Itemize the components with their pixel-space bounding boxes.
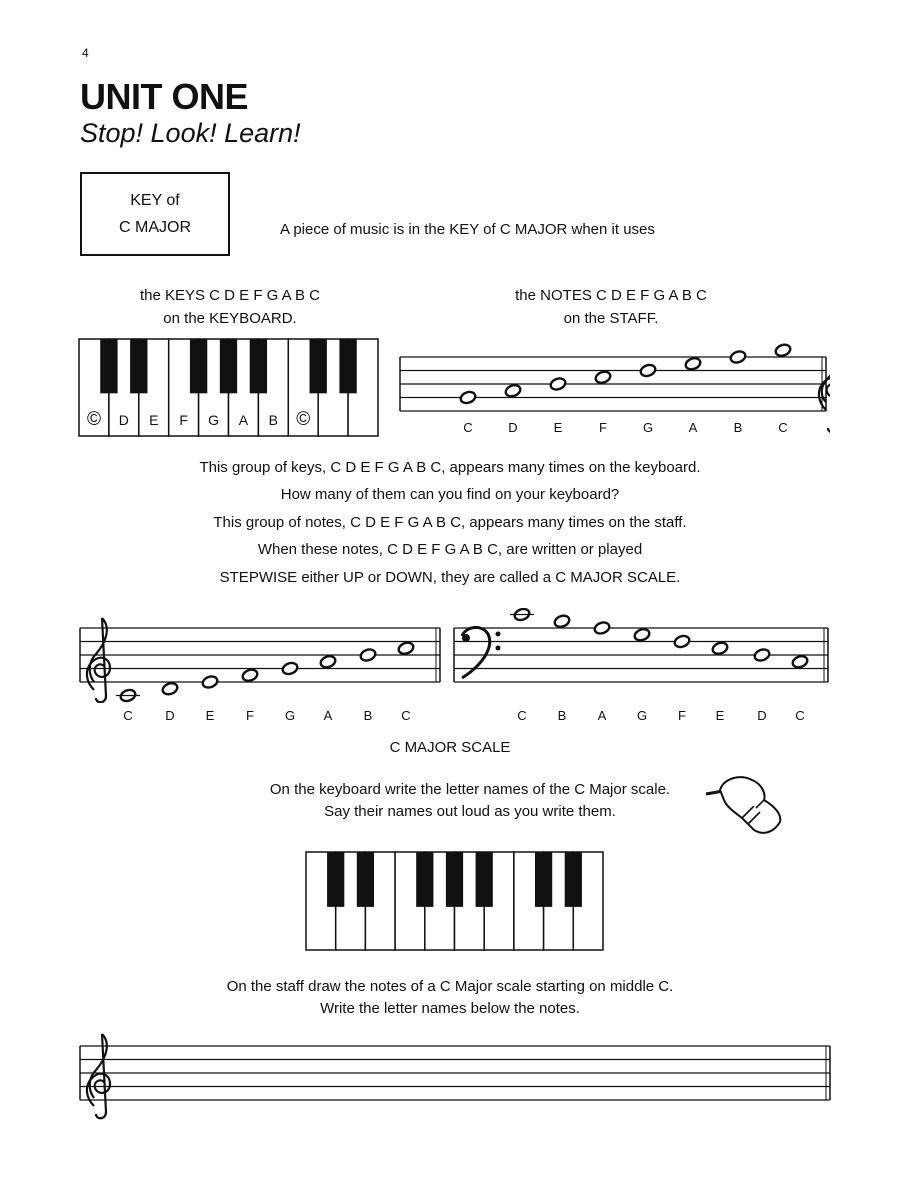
whole-note	[791, 654, 809, 669]
page-number: 4	[82, 46, 89, 60]
note-letter-label: C	[517, 708, 527, 723]
staff-instruction-line1: On the staff draw the notes of a C Major scale starting on middle C.	[226, 978, 674, 995]
black-key[interactable]	[535, 852, 552, 907]
black-key[interactable]	[250, 339, 267, 393]
keyboard-heading-line2: on the KEYBOARD.	[163, 310, 297, 327]
whole-note	[504, 383, 522, 398]
note-letter-label: G	[284, 708, 296, 723]
paragraph-line-2: How many of them can you find on your keyboard?	[280, 486, 620, 503]
staff-heading-line2: on the STAFF.	[563, 310, 659, 327]
whole-note	[459, 390, 477, 405]
staff-instruction-line2: Write the letter names below the notes.	[320, 1000, 580, 1017]
whole-note	[549, 377, 567, 392]
note-letter-label: B	[733, 420, 743, 435]
black-key[interactable]	[220, 339, 237, 393]
black-key[interactable]	[327, 852, 344, 907]
note-letter-label: E	[205, 708, 215, 723]
treble-clef-icon	[87, 1034, 110, 1118]
whole-note	[553, 614, 571, 629]
keyboard-heading	[80, 284, 380, 330]
note-letter-label: C	[463, 420, 473, 435]
keyboard-instruction	[230, 779, 710, 823]
note-letter-label: E	[715, 708, 725, 723]
paragraph-line-4: When these notes, C D E F G A B C, are written or played	[257, 541, 643, 558]
whole-note	[729, 350, 747, 365]
whole-note	[510, 608, 534, 622]
black-key[interactable]	[476, 852, 493, 907]
unit-subtitle: Stop! Look! Learn!	[80, 118, 301, 148]
whole-note	[281, 661, 299, 676]
note-letter-label: D	[757, 708, 767, 723]
staff-note-labels	[398, 420, 830, 444]
note-letter-label: F	[599, 420, 607, 435]
key-label: F	[179, 412, 188, 428]
note-letter-label: D	[165, 708, 175, 723]
whole-note	[684, 356, 702, 371]
key-box-line1: KEY of	[130, 192, 180, 209]
whole-note	[201, 675, 219, 690]
note-letter-label: E	[553, 420, 563, 435]
paragraph-line-3: This group of notes, C D E F G A B C, appears many times on the staff.	[213, 514, 687, 531]
black-key[interactable]	[130, 339, 147, 393]
note-letter-label: F	[678, 708, 686, 723]
keyboard-instruction-line1: On the keyboard write the letter names of the C Major scale.	[269, 781, 671, 798]
treble-scale-staff	[78, 608, 442, 703]
note-letter-label: B	[363, 708, 373, 723]
key-label: G	[208, 412, 219, 428]
paragraph-line-5: STEPWISE either UP or DOWN, they are called a C MAJOR SCALE.	[219, 569, 681, 586]
key-label: B	[268, 412, 279, 428]
unit-title: UNIT ONE	[80, 76, 249, 117]
note-letter-label: A	[597, 708, 607, 723]
whole-note	[359, 648, 377, 663]
whole-note	[639, 363, 657, 378]
black-key[interactable]	[310, 339, 327, 393]
black-key[interactable]	[357, 852, 374, 907]
whole-note	[673, 634, 691, 649]
black-key[interactable]	[190, 339, 207, 393]
key-label: E	[149, 412, 159, 428]
key-box-line2: C MAJOR	[119, 219, 191, 236]
paragraph-line-1: This group of keys, C D E F G A B C, appears many times on the keyboard.	[199, 459, 701, 476]
scale-caption: C MAJOR SCALE	[389, 739, 511, 756]
note-letter-label: G	[636, 708, 648, 723]
note-letter-label: A	[323, 708, 333, 723]
note-letter-label: C	[778, 420, 788, 435]
treble-clef-icon	[87, 618, 110, 702]
blank-keyboard[interactable]	[305, 851, 605, 952]
key-label: A	[238, 412, 249, 428]
black-key[interactable]	[416, 852, 433, 907]
bass-scale-staff	[452, 608, 830, 703]
whole-note	[594, 370, 612, 385]
intro-text: A piece of music is in the KEY of C MAJOR when it uses	[280, 221, 655, 238]
bass-scale-labels	[452, 708, 830, 728]
key-label: D	[118, 412, 129, 428]
whole-note	[774, 343, 792, 358]
staff-heading	[461, 284, 761, 330]
key-label: ©	[86, 409, 101, 430]
whole-note	[397, 641, 415, 656]
note-letter-label: C	[401, 708, 411, 723]
note-letter-label: G	[642, 420, 654, 435]
black-key[interactable]	[100, 339, 117, 393]
whole-note	[116, 688, 140, 703]
whole-note	[753, 648, 771, 663]
treble-scale-labels	[78, 708, 442, 728]
note-letter-label: D	[508, 420, 518, 435]
whole-note	[711, 641, 729, 656]
key-of-c-major-box	[80, 172, 230, 256]
note-letter-label: B	[557, 708, 567, 723]
key-label: ©	[296, 409, 311, 430]
whole-note	[593, 621, 611, 636]
blank-staff[interactable]	[78, 1030, 832, 1122]
keyboard-heading-line1: the KEYS C D E F G A B C	[139, 287, 321, 304]
whole-note	[319, 654, 337, 669]
black-key[interactable]	[446, 852, 463, 907]
staff-instruction	[180, 976, 720, 1020]
black-key[interactable]	[339, 339, 356, 393]
whole-note	[633, 627, 651, 642]
note-letter-label: C	[795, 708, 805, 723]
bass-clef-icon	[462, 627, 501, 678]
staff-heading-line1: the NOTES C D E F G A B C	[515, 287, 707, 304]
note-letter-label: F	[246, 708, 254, 723]
note-letter-label: A	[688, 420, 698, 435]
whole-note	[241, 668, 259, 683]
keyboard-instruction-line2: Say their names out loud as you write them.	[324, 803, 616, 820]
note-letter-label: C	[123, 708, 133, 723]
black-key[interactable]	[565, 852, 582, 907]
hand-writing-icon	[702, 770, 784, 838]
labeled-keyboard	[78, 338, 380, 440]
whole-note	[161, 681, 179, 696]
